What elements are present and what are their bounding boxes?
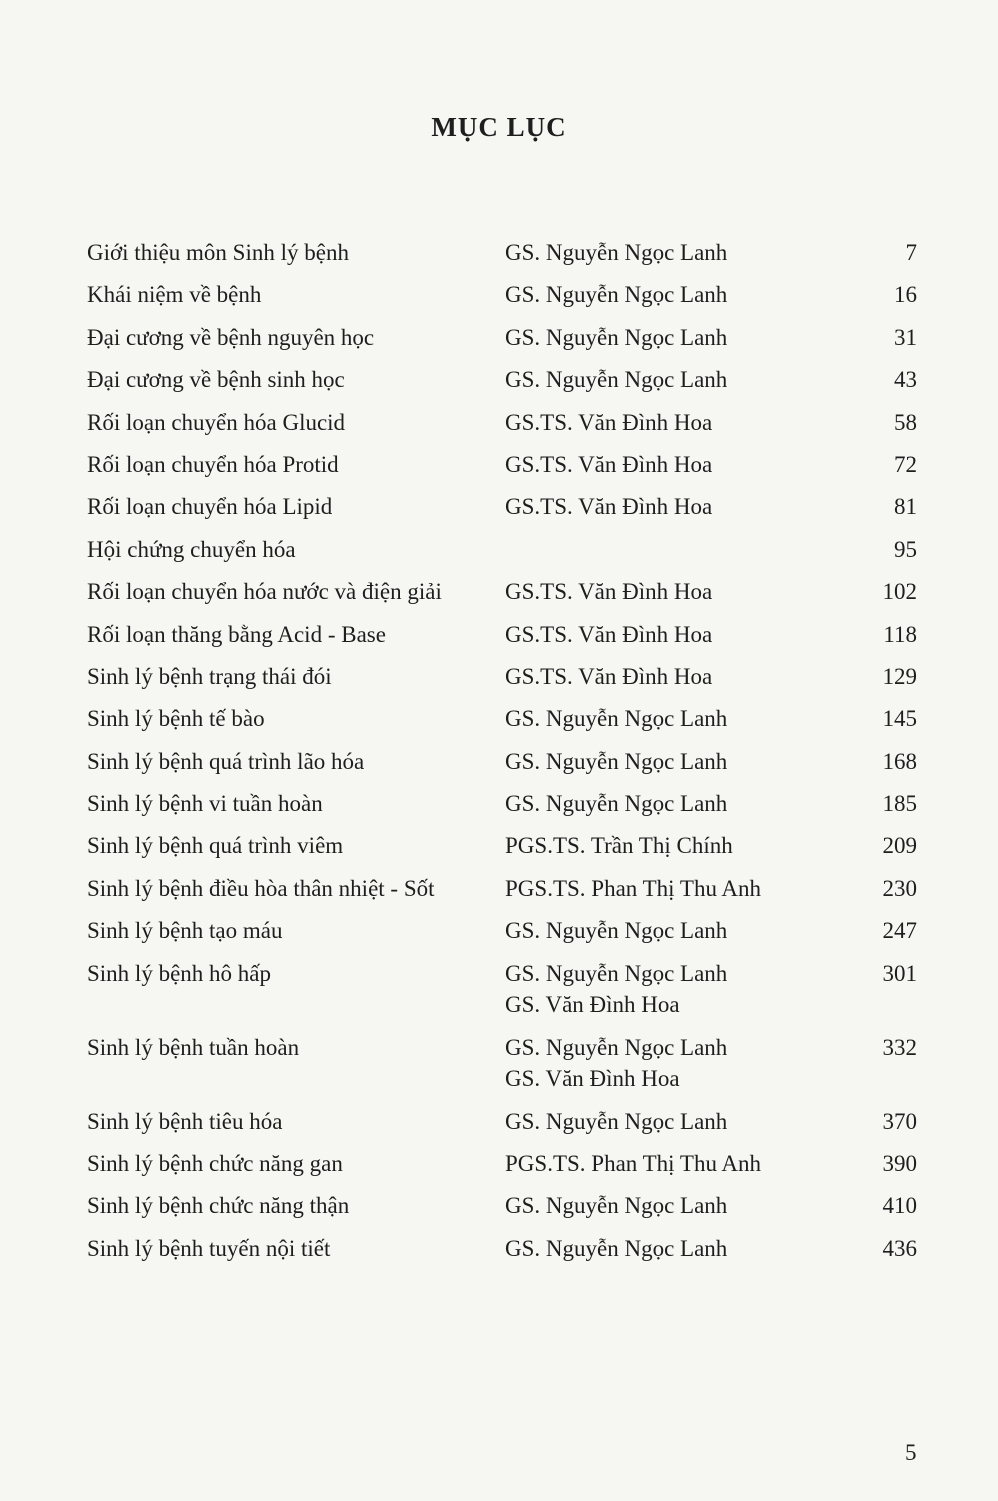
toc-entry-title: Đại cương về bệnh sinh học xyxy=(87,367,345,393)
toc-entry-page: 72 xyxy=(894,451,917,477)
toc-entry-title: Sinh lý bệnh điều hòa thân nhiệt - Sốt xyxy=(87,875,435,901)
toc-entry-title: Rối loạn chuyển hóa nước và điện giải xyxy=(87,579,442,605)
toc-entry xyxy=(87,825,917,867)
toc-entry-author: GS.TS. Văn Đình Hoa xyxy=(505,663,713,689)
page-title: MỤC LỤC xyxy=(431,112,567,142)
toc-entry xyxy=(87,953,917,1027)
toc-entry-title: Rối loạn chuyển hóa Glucid xyxy=(87,409,346,435)
toc-entry-author: GS. Nguyễn Ngọc Lanh xyxy=(505,918,728,944)
toc-entry xyxy=(87,317,917,359)
toc-entry-page: 43 xyxy=(894,367,917,393)
toc-entry-page: 209 xyxy=(882,833,917,859)
toc-entry-author: GS.TS. Văn Đình Hoa xyxy=(505,579,713,605)
toc-entry-title: Sinh lý bệnh hô hấp xyxy=(87,960,271,986)
toc-entry-page: 118 xyxy=(883,621,917,647)
toc-entry xyxy=(87,1185,917,1227)
toc-entry-author: PGS.TS. Phan Thị Thu Anh xyxy=(505,1151,762,1177)
toc-entry-author: GS. Văn Đình Hoa xyxy=(505,1065,680,1091)
toc-entry xyxy=(87,529,917,571)
toc-entry-author: GS.TS. Văn Đình Hoa xyxy=(505,494,713,520)
toc-entry-title: Sinh lý bệnh quá trình viêm xyxy=(87,833,344,859)
toc-entry-page: 168 xyxy=(882,748,917,774)
toc-entry-author: GS. Văn Đình Hoa xyxy=(505,991,680,1017)
toc-entry xyxy=(87,232,917,274)
toc-entry xyxy=(87,741,917,783)
toc-entry-page: 95 xyxy=(894,536,917,562)
toc-entry-title: Sinh lý bệnh chức năng gan xyxy=(87,1151,343,1177)
toc-entry xyxy=(87,486,917,528)
toc-entry-page: 129 xyxy=(882,663,917,689)
toc-entry-title: Sinh lý bệnh chức năng thận xyxy=(87,1193,350,1219)
toc-entry-page: 230 xyxy=(882,875,917,901)
toc-entry-author: GS.TS. Văn Đình Hoa xyxy=(505,409,713,435)
toc-entry-page: 58 xyxy=(894,409,917,435)
toc-entry-page: 301 xyxy=(882,960,917,986)
toc-entry-title: Rối loạn chuyển hóa Lipid xyxy=(87,494,333,520)
toc-entry-title: Sinh lý bệnh trạng thái đói xyxy=(87,663,332,689)
toc-entry-author: PGS.TS. Trần Thị Chính xyxy=(505,833,733,859)
toc-entry-author: GS. Nguyễn Ngọc Lanh xyxy=(505,791,728,817)
toc-entry-author: GS. Nguyễn Ngọc Lanh xyxy=(505,960,728,986)
toc-entry xyxy=(87,783,917,825)
toc-entry xyxy=(87,1228,917,1270)
toc-entry xyxy=(87,1027,917,1101)
toc-entry-author: GS.TS. Văn Đình Hoa xyxy=(505,621,713,647)
toc-entry-title: Rối loạn thăng bằng Acid - Base xyxy=(87,621,386,647)
toc-entry xyxy=(87,656,917,698)
toc-entry-page: 102 xyxy=(882,579,917,605)
toc-entry-page: 81 xyxy=(894,494,917,520)
toc-entry-author: GS. Nguyễn Ngọc Lanh xyxy=(505,1108,728,1134)
toc-entry-page: 247 xyxy=(882,918,917,944)
toc-entry xyxy=(87,274,917,316)
toc-entry-title: Khái niệm về bệnh xyxy=(87,282,262,308)
toc-entry-author: GS. Nguyễn Ngọc Lanh xyxy=(505,282,728,308)
toc-entry-author: PGS.TS. Phan Thị Thu Anh xyxy=(505,875,762,901)
toc-entry-page: 145 xyxy=(882,706,917,732)
toc-entry-author: GS. Nguyễn Ngọc Lanh xyxy=(505,1235,728,1261)
toc-entry-page: 436 xyxy=(882,1235,917,1261)
toc-entry xyxy=(87,571,917,613)
toc-entry-author: GS. Nguyễn Ngọc Lanh xyxy=(505,367,728,393)
toc-entry-title: Sinh lý bệnh tế bào xyxy=(87,706,265,732)
toc-entry-page: 390 xyxy=(882,1151,917,1177)
toc-entry-author: GS. Nguyễn Ngọc Lanh xyxy=(505,324,728,350)
toc-entry xyxy=(87,359,917,401)
toc-entry xyxy=(87,868,917,910)
toc-entry xyxy=(87,1143,917,1185)
toc-entry-title: Sinh lý bệnh tuyến nội tiết xyxy=(87,1235,331,1261)
toc-entry xyxy=(87,614,917,656)
toc-entry-author: GS. Nguyễn Ngọc Lanh xyxy=(505,1034,728,1060)
toc-entry-author: GS. Nguyễn Ngọc Lanh xyxy=(505,1193,728,1219)
toc-entry-title: Sinh lý bệnh tuần hoàn xyxy=(87,1034,300,1060)
toc-entry-title: Sinh lý bệnh quá trình lão hóa xyxy=(87,748,365,774)
toc-entry-page: 16 xyxy=(894,282,917,308)
toc-entry-title: Sinh lý bệnh tạo máu xyxy=(87,918,283,944)
toc-entry-title: Sinh lý bệnh tiêu hóa xyxy=(87,1108,283,1134)
toc-entry-title: Hội chứng chuyển hóa xyxy=(87,536,296,562)
toc-entry xyxy=(87,402,917,444)
page-number: 5 xyxy=(905,1440,917,1465)
toc-entry-title: Giới thiệu môn Sinh lý bệnh xyxy=(87,240,349,265)
toc-entry-page: 7 xyxy=(905,240,917,265)
toc-entry xyxy=(87,698,917,740)
table-of-contents xyxy=(87,232,917,1270)
toc-entry-page: 185 xyxy=(882,791,917,817)
toc-entry xyxy=(87,1101,917,1143)
toc-entry xyxy=(87,910,917,952)
toc-entry-title: Rối loạn chuyển hóa Protid xyxy=(87,451,339,477)
toc-entry-author: GS.TS. Văn Đình Hoa xyxy=(505,451,713,477)
toc-entry-author: GS. Nguyễn Ngọc Lanh xyxy=(505,748,728,774)
toc-entry-author: GS. Nguyễn Ngọc Lanh xyxy=(505,240,728,265)
toc-entry-author: GS. Nguyễn Ngọc Lanh xyxy=(505,706,728,732)
toc-entry-page: 31 xyxy=(894,324,917,350)
toc-entry-title: Sinh lý bệnh vi tuần hoàn xyxy=(87,791,323,817)
toc-entry-page: 332 xyxy=(882,1034,917,1060)
toc-entry-title: Đại cương về bệnh nguyên học xyxy=(87,324,375,350)
toc-entry xyxy=(87,444,917,486)
toc-entry-page: 410 xyxy=(882,1193,917,1219)
toc-entry-page: 370 xyxy=(882,1108,917,1134)
